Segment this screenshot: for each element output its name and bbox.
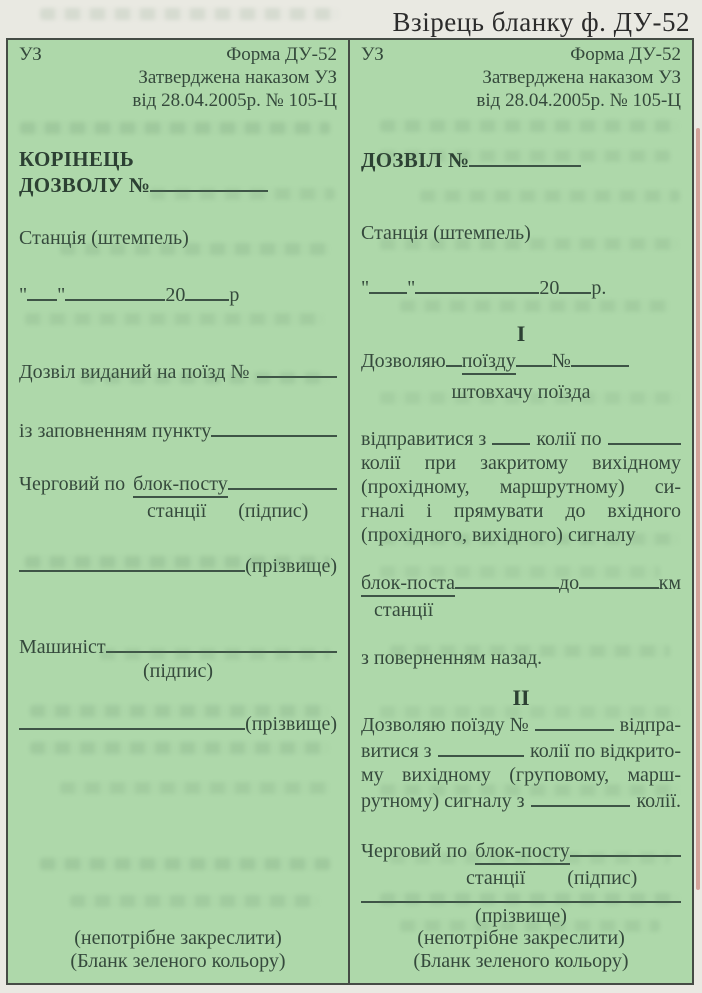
blank-field xyxy=(535,711,614,731)
blank-field xyxy=(27,281,57,301)
p1-line-1: відправитися з колії по xyxy=(361,425,681,451)
section-one-numeral: I xyxy=(516,320,526,346)
blank-field xyxy=(106,633,337,653)
blank-field xyxy=(446,347,462,367)
permit-approved-line-2: від 28.04.2005р. № 105-Ц xyxy=(476,90,681,111)
scan-edge-artifact xyxy=(696,128,700,890)
stub-column xyxy=(8,40,350,983)
p1-line-4: гналі і прямувати до вхідного xyxy=(361,499,681,522)
section-two-numeral: II xyxy=(512,684,530,710)
blank-field xyxy=(361,899,681,903)
blockpost-underlined: блок-посту xyxy=(475,840,570,865)
blank-field xyxy=(150,171,268,192)
blank-field xyxy=(415,274,539,294)
permit-approved-line-1: Затверджена наказом УЗ xyxy=(482,67,681,88)
return-back-line: з поверненням назад. xyxy=(361,646,543,669)
stub-signature-word-2: (підпис) xyxy=(142,659,214,682)
blank-field xyxy=(579,569,658,589)
stub-header-row xyxy=(19,44,337,66)
station-word: станції xyxy=(147,499,207,522)
stub-surname-line-2 xyxy=(19,710,337,735)
permit-allow-line-1: Дозволяю поїзду № xyxy=(361,347,681,375)
permit-duty-officer-line: Черговий по блок-посту xyxy=(361,837,681,865)
note-cross-out: (непотрібне закреслити) xyxy=(417,927,625,949)
permit-date-line: " " 20 р. xyxy=(361,274,681,299)
stub-duty-officer-line: Черговий по блок-посту xyxy=(19,470,337,498)
blockpost-underlined: блок-посту xyxy=(133,473,228,498)
blockpost-km-line: блок-поста до км xyxy=(361,569,681,597)
blank-field xyxy=(492,425,530,445)
p2-line-1: Дозволяю поїзду № відпра- xyxy=(361,711,681,737)
permit-title: ДОЗВІЛ № xyxy=(361,146,681,172)
signature-word: (підпис) xyxy=(238,499,309,522)
stub-form-number: Форма ДУ-52 xyxy=(226,44,337,65)
blank-field xyxy=(531,787,631,807)
blockpost-underlined: блок-поста xyxy=(361,572,455,597)
blank-field xyxy=(257,358,337,378)
stub-org: УЗ xyxy=(19,44,42,65)
permit-paragraph-1 xyxy=(361,425,681,547)
stub-approved-line-2: від 28.04.2005р. № 105-Ц xyxy=(132,90,337,111)
station-word-line: станції xyxy=(374,598,434,621)
stub-issued-train-line: Дозвіл виданий на поїзд № xyxy=(19,358,337,383)
surname-word: (прізвище) xyxy=(245,712,337,735)
blank-field xyxy=(211,417,337,437)
blank-field xyxy=(228,470,337,490)
stub-fill-clause-line: із заповненням пункту xyxy=(19,417,337,442)
permit-column xyxy=(350,40,692,983)
p1-line-5: (прохідного, вихідного) сигналу xyxy=(361,523,636,546)
note-green-blank: (Бланк зеленого кольору) xyxy=(413,950,629,972)
note-green-blank: (Бланк зеленого кольору) xyxy=(70,950,286,972)
station-word: станції xyxy=(466,866,526,889)
page-title: Взірець бланку ф. ДУ-52 xyxy=(392,7,690,37)
signature-word: (підпис) xyxy=(567,866,638,889)
blank-field xyxy=(571,347,629,367)
form-table xyxy=(6,38,694,985)
p2-line-2: витися з колії по відкрито- xyxy=(361,737,681,763)
blank-field xyxy=(19,552,245,572)
stub-station-stamp: Станція (штемпель) xyxy=(19,226,189,249)
surname-word: (прізвище) xyxy=(245,554,337,577)
permit-header-row xyxy=(361,44,681,66)
blank-field xyxy=(65,281,165,301)
blank-field xyxy=(455,569,559,589)
blank-field xyxy=(559,274,591,294)
permit-station-signature-row xyxy=(361,867,681,889)
pusher-line: штовхачу поїзда xyxy=(451,380,591,403)
note-cross-out: (непотрібне закреслити) xyxy=(74,927,282,949)
blank-field xyxy=(469,146,581,167)
stub-title-line-1: КОРІНЕЦЬ xyxy=(19,147,134,171)
blank-field xyxy=(438,737,524,757)
permit-notes xyxy=(361,927,681,973)
permit-surname-word: (прізвище) xyxy=(475,905,567,927)
stub-approved-line-1: Затверджена наказом УЗ xyxy=(138,67,337,88)
stub-date-line: " " 20 р xyxy=(19,281,337,306)
permit-station-stamp: Станція (штемпель) xyxy=(361,221,531,244)
p2-line-3: му вихідному (груповому, марш- xyxy=(361,763,681,786)
bleed-through-artifact xyxy=(40,8,340,20)
permit-paragraph-2 xyxy=(361,711,681,813)
blank-field xyxy=(608,425,681,445)
stub-surname-line xyxy=(19,552,337,577)
blank-field xyxy=(369,274,407,294)
blank-field xyxy=(19,710,245,730)
permit-org: УЗ xyxy=(361,44,384,65)
p2-line-4: рутному) сигналу з колії. xyxy=(361,787,681,813)
permit-form-number: Форма ДУ-52 xyxy=(570,44,681,65)
blank-field xyxy=(516,347,552,367)
p1-line-3: (прохідному, маршрутному) си- xyxy=(361,475,681,498)
blank-field xyxy=(185,281,229,301)
stub-station-signature-row xyxy=(19,500,337,522)
p1-line-2: колії при закритому вихідному xyxy=(361,451,681,474)
stub-notes xyxy=(19,927,337,973)
blank-field xyxy=(570,837,681,857)
stub-title-line-2: ДОЗВОЛУ № xyxy=(19,171,337,197)
stub-driver-line: Машиніст xyxy=(19,633,337,658)
train-word-underlined: поїзду xyxy=(462,350,516,375)
